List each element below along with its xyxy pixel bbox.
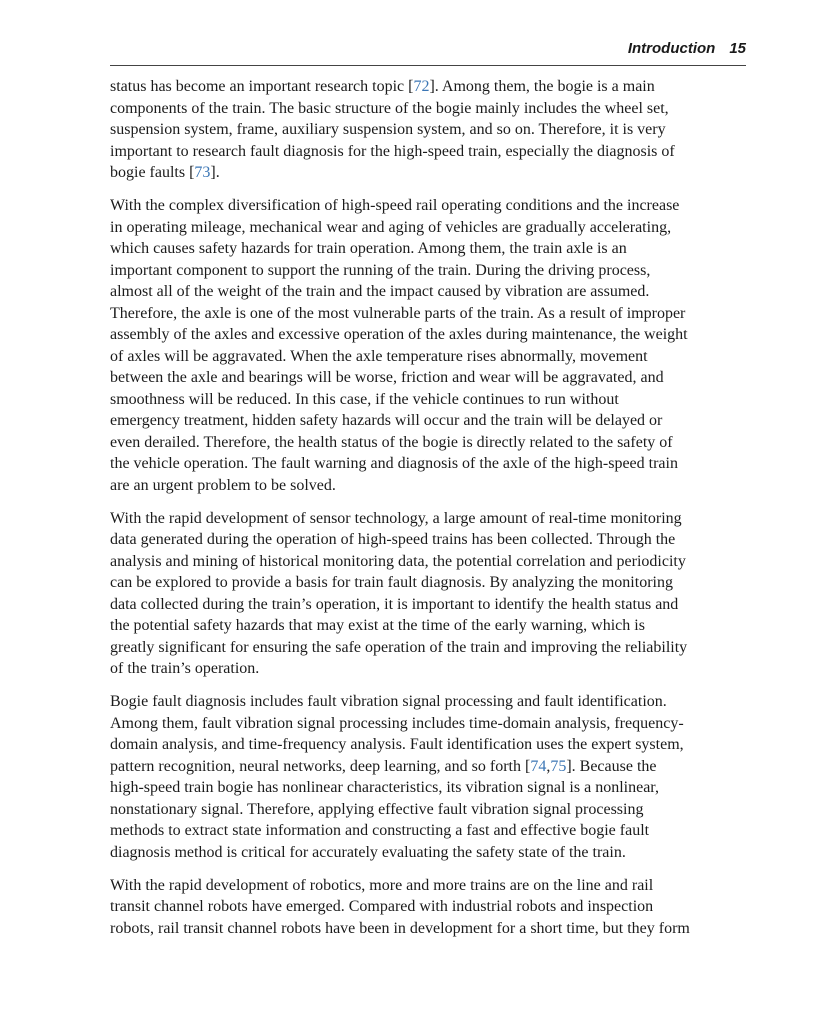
text-line: even derailed. Therefore, the health status of the bogie is directly related to the safety of: [110, 433, 673, 451]
text-line: data generated during the operation of high-speed trains has been collected. Through the: [110, 531, 676, 548]
text-line: Bogie fault diagnosis includes fault vibration signal processing and fault identification.: [110, 693, 667, 710]
citation-link[interactable]: 75: [550, 757, 567, 775]
text-line: assembly of the axles and excessive operation of the axles during maintenance, the weight: [110, 326, 688, 343]
text-line: in operating mileage, mechanical wear and aging of vehicles are gradually accelerating,: [110, 218, 672, 236]
citation-link[interactable]: 74: [530, 757, 547, 775]
text-line: diagnosis method is critical for accurately evaluating the safety state of the train.: [110, 843, 626, 861]
text-line: high-speed train bogie has nonlinear characteristics, its vibration signal is a nonlinear,: [110, 779, 659, 796]
citation-link[interactable]: 72: [413, 78, 430, 95]
paragraph: [110, 875, 746, 940]
text-line: of axles will be aggravated. When the axle temperature rises abnormally, movement: [110, 347, 648, 365]
text-line: bogie faults [73].: [110, 164, 220, 181]
page-number: 15: [729, 40, 746, 57]
citation-link[interactable]: 73: [194, 164, 211, 181]
text-line: smoothness will be reduced. In this case, if the vehicle continues to run without: [110, 390, 619, 408]
text-line: analysis and mining of historical monitoring data, the potential correlation and periodicity: [110, 552, 686, 570]
text-line: methods to extract state information and constructing a fast and effective bogie fault: [110, 822, 650, 839]
paragraph: [110, 195, 746, 496]
text-line: are an urgent problem to be solved.: [110, 476, 336, 494]
text-line: important to research fault diagnosis for the high-speed train, especially the diagnosis of: [110, 142, 675, 160]
running-head: [110, 40, 746, 60]
text-line: between the axle and bearings will be worse, friction and wear will be aggravated, and: [110, 369, 664, 386]
text-line: With the complex diversification of high-speed rail operating conditions and the increase: [110, 197, 680, 214]
paragraph: [110, 691, 746, 863]
text-line: With the rapid development of sensor technology, a large amount of real-time monitoring: [110, 509, 682, 527]
text-line: of the train’s operation.: [110, 660, 260, 677]
text-line: Therefore, the axle is one of the most vulnerable parts of the train. As a result of improper: [110, 304, 686, 322]
text-line: suspension system, frame, auxiliary suspension system, and so on. Therefore, it is very: [110, 121, 666, 138]
text-line: important component to support the running of the train. During the driving process,: [110, 261, 651, 279]
text-line: pattern recognition, neural networks, deep learning, and so forth [74,75]. Because the: [110, 757, 657, 775]
text-line: the vehicle operation. The fault warning and diagnosis of the axle of the high-speed train: [110, 455, 678, 472]
text-line: robots, rail transit channel robots have been in development for a short time, but they form: [110, 919, 690, 937]
text-line: nonstationary signal. Therefore, applying effective fault vibration signal processing: [110, 800, 644, 818]
text-line: which causes safety hazards for train operation. Among them, the train axle is an: [110, 240, 627, 257]
text-line: greatly significant for ensuring the safe operation of the train and improving the reliability: [110, 638, 688, 656]
text-line: can be explored to provide a basis for train fault diagnosis. By analyzing the monitoring: [110, 574, 673, 591]
text-line: status has become an important research topic [72]. Among them, the bogie is a main: [110, 78, 655, 95]
text-line: data collected during the train’s operation, it is important to identify the health status and: [110, 595, 679, 613]
text-line: Among them, fault vibration signal processing includes time-domain analysis, frequency-: [110, 714, 684, 732]
text-line: transit channel robots have emerged. Compared with industrial robots and inspection: [110, 898, 654, 915]
text-line: With the rapid development of robotics, more and more trains are on the line and rail: [110, 876, 654, 894]
text-line: emergency treatment, hidden safety hazards will occur and the train will be delayed or: [110, 412, 663, 429]
paragraph: [110, 508, 746, 680]
paragraph: [110, 76, 746, 184]
text-line: the potential safety hazards that may exist at the time of the early warning, which is: [110, 617, 645, 634]
text-line: components of the train. The basic structure of the bogie mainly includes the wheel set,: [110, 99, 669, 117]
section-title: Introduction: [627, 40, 716, 57]
text-line: domain analysis, and time-frequency analysis. Fault identification uses the expert system,: [110, 736, 684, 753]
text-line: almost all of the weight of the train and the impact caused by vibration are assumed.: [110, 283, 650, 300]
header-rule: [110, 65, 746, 66]
body-text: [110, 76, 746, 951]
